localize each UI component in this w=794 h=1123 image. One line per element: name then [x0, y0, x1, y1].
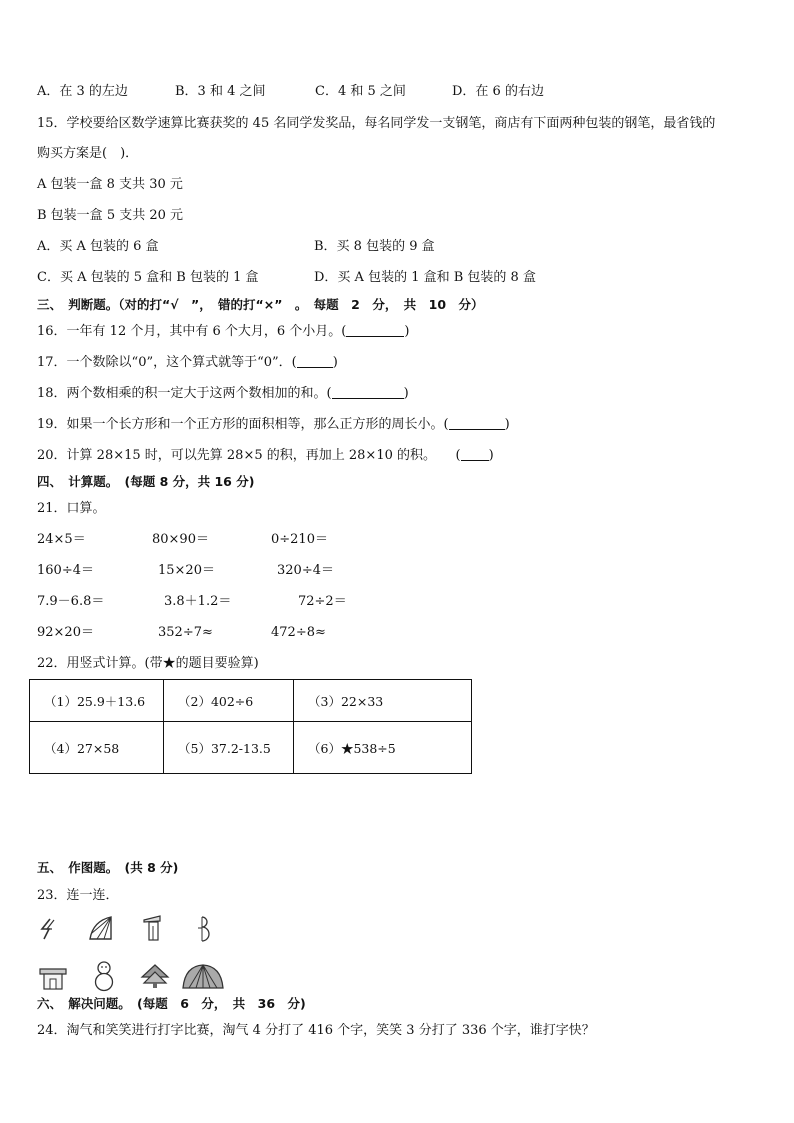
- answer-blank[interactable]: [461, 448, 489, 461]
- q16: 16．一年有 12 个月，其中有 6 个大月，6 个小月。( ): [37, 324, 410, 339]
- q15-line2: 购买方案是( )．: [37, 146, 139, 161]
- oral-item: 160÷4＝: [37, 563, 94, 578]
- q15-line1: 15．学校要给区数学速算比赛获奖的 45 名同学发奖品，每名同学发一支钢笔，商店有下面两种包装的钢笔，最省钱的: [37, 116, 716, 131]
- q14-option-b: B．3 和 4 之间: [175, 84, 266, 99]
- answer-blank[interactable]: [449, 417, 505, 430]
- oral-item: 352÷7≈: [158, 625, 213, 640]
- q17: 17．一个数除以“0”，这个算式就等于“0”．( ): [37, 355, 338, 370]
- house-partial-icon[interactable]: [143, 914, 163, 942]
- q21: 21．口算。: [37, 501, 106, 516]
- q15-option-c: C．买 A 包装的 5 盒和 B 包装的 1 盒: [37, 270, 259, 285]
- lightning-partial-icon[interactable]: [38, 917, 60, 941]
- calc-cell: （5）37.2-13.5: [164, 722, 294, 774]
- oral-item: 92×20＝: [37, 625, 94, 640]
- snowman-partial-icon[interactable]: [194, 914, 210, 944]
- section6-title: 六、 解决问题。 (每题 6 分， 共 36 分): [37, 996, 306, 1011]
- oral-item: 80×90＝: [152, 532, 209, 547]
- q15-option-b: B．买 8 包装的 9 盒: [314, 239, 435, 254]
- oral-item: 320÷4＝: [277, 563, 334, 578]
- section4-title: 四、 计算题。 (每题 8 分，共 16 分): [37, 474, 255, 489]
- arrow-tree-icon[interactable]: [140, 963, 170, 989]
- q15-pack-a: A 包装一盒 8 支共 30 元: [37, 177, 183, 192]
- q22: 22．用竖式计算。(带★的题目要验算): [37, 656, 259, 671]
- answer-blank[interactable]: [332, 386, 404, 399]
- q15-option-a: A．买 A 包装的 6 盒: [37, 239, 159, 254]
- oral-item: 24×5＝: [37, 532, 86, 547]
- answer-blank[interactable]: [346, 324, 404, 337]
- house-icon[interactable]: [38, 961, 68, 991]
- umbrella-partial-icon[interactable]: [87, 915, 115, 941]
- oral-item: 15×20＝: [158, 563, 215, 578]
- calc-cell: （6）★538÷5: [294, 722, 472, 774]
- snowman-icon[interactable]: [93, 960, 115, 992]
- oral-item: 3.8＋1.2＝: [164, 594, 232, 609]
- calc-cell: （2）402÷6: [164, 680, 294, 722]
- q18: 18．两个数相乘的积一定大于这两个数相加的和。( ): [37, 386, 409, 401]
- calc-cell: （3）22×33: [294, 680, 472, 722]
- section5-title: 五、 作图题。 (共 8 分): [37, 860, 179, 875]
- oral-item: 7.9－6.8＝: [37, 594, 105, 609]
- oral-item: 72÷2＝: [298, 594, 347, 609]
- q23: 23．连一连．: [37, 888, 119, 903]
- q14-option-a: A．在 3 的左边: [37, 84, 128, 99]
- q20: 20．计算 28×15 时，可以先算 28×5 的积，再加上 28×10 的积。 ( ): [37, 448, 494, 463]
- q24: 24．淘气和笑笑进行打字比赛，淘气 4 分打了 416 个字，笑笑 3 分打了 336 个字，谁打字快？: [37, 1023, 595, 1038]
- vertical-calc-table: [29, 679, 472, 774]
- calc-cell: （1）25.9＋13.6: [30, 680, 164, 722]
- q14-option-d: D．在 6 的右边: [452, 84, 544, 99]
- section3-title: 三、 判断题。（对的打“√ ”， 错的打“×” 。 每题 2 分， 共 10 分）: [37, 297, 484, 312]
- calc-cell: （4）27×58: [30, 722, 164, 774]
- q14-option-c: C．4 和 5 之间: [315, 84, 406, 99]
- q15-option-d: D．买 A 包装的 1 盒和 B 包装的 8 盒: [314, 270, 536, 285]
- umbrella-icon[interactable]: [181, 963, 225, 991]
- q19: 19．如果一个长方形和一个正方形的面积相等，那么正方形的周长小。( ): [37, 417, 510, 432]
- q15-pack-b: B 包装一盒 5 支共 20 元: [37, 208, 184, 223]
- oral-item: 472÷8≈: [271, 625, 326, 640]
- oral-item: 0÷210＝: [271, 532, 328, 547]
- answer-blank[interactable]: [297, 355, 333, 368]
